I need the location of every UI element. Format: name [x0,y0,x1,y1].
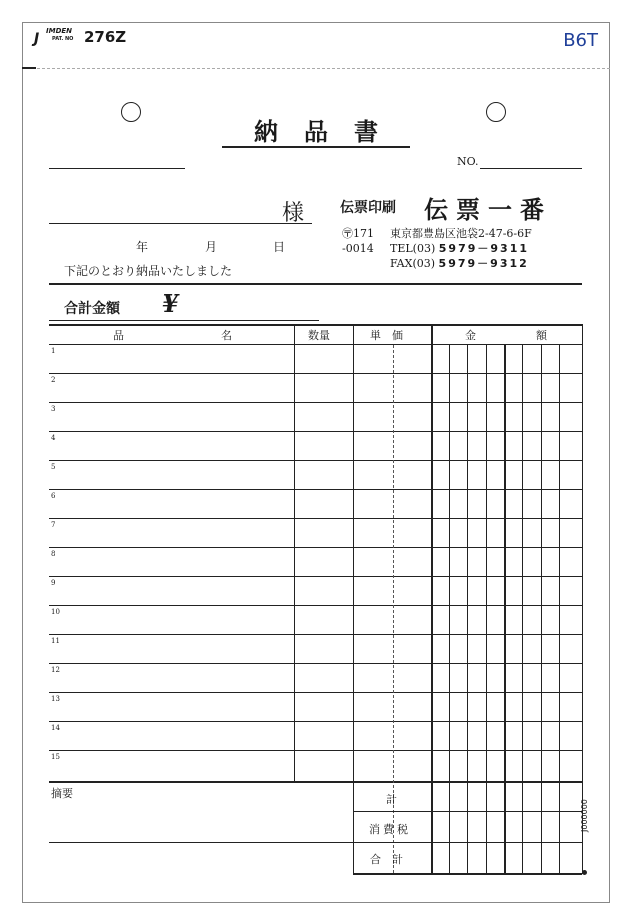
currency-mark: ¥ [162,289,179,318]
brand-logo [34,27,127,47]
row-line [49,489,582,490]
header-unit-price: 単 価 [370,329,403,342]
amount-digit-line [522,345,523,874]
number-field-line [480,168,582,169]
amount-digit-line [449,345,450,874]
row-line [49,518,582,519]
product-number: 276Z [84,28,127,46]
row-number: 7 [51,521,56,529]
date-year-label: 年 [136,240,149,254]
honorific: 様 [282,201,305,226]
postal-mark: 〶171 [342,227,374,240]
binder-hole-left [121,102,141,122]
issuer-fax [390,257,529,271]
tax-label: 消費税 [369,823,411,836]
row-number: 10 [51,608,60,616]
binder-hole-right [486,102,506,122]
row-number: 1 [51,347,56,355]
row-number: 8 [51,550,56,558]
row-line [49,750,582,751]
row-number: 6 [51,492,56,500]
row-number: 4 [51,434,56,442]
amount-digit-line-thousands [504,345,506,874]
brand-logo-letter: J [34,31,40,47]
header-name: 名 [221,329,232,342]
column-line-amount [431,324,433,874]
row-line [49,721,582,722]
form-code: J000000 [580,799,589,832]
memo-bottom-line [49,842,582,843]
date-month-label: 月 [205,240,218,254]
title-underline [222,146,410,148]
fax-number: 5979－9312 [438,257,529,270]
issuer-postal-suffix: -0014 [342,242,374,255]
subtotal-label: 計 [386,793,397,806]
row-line [49,634,582,635]
header-divider [49,283,582,285]
date-day-label: 日 [273,240,286,254]
issuer-address: 東京都豊島区池袋2-47-6-6F [390,227,532,240]
column-line-unit-price [353,324,354,874]
row-line [49,547,582,548]
table-right-border [582,324,583,874]
table-top-border [49,324,582,326]
perforation-line [22,68,610,69]
number-label: NO. [457,155,479,168]
amount-digit-line [486,345,487,874]
row-number: 14 [51,724,60,732]
summary-row-line [353,811,582,812]
memo-label: 摘要 [51,787,73,800]
amount-digit-line [559,345,560,874]
row-number: 5 [51,463,56,471]
row-line [49,373,582,374]
issuer-name: 伝票一番 [424,196,552,224]
row-line [49,460,582,461]
size-code: B6T [563,30,598,51]
issuer-tel [390,242,529,256]
issuer-label: 伝票印刷 [340,200,396,216]
recipient-name-line [49,223,312,224]
form-code-dot [582,870,587,875]
row-number: 12 [51,666,60,674]
row-number: 3 [51,405,56,413]
patent-label: PAT. NO [52,36,74,42]
issuer-postal-code [342,227,374,241]
total-amount-line [49,320,319,321]
header-quantity: 数量 [308,329,330,342]
summary-bottom-line [353,873,582,875]
tel-area: (03) [412,242,436,255]
row-number: 11 [51,637,60,645]
amount-digit-line [467,345,468,874]
row-number: 9 [51,579,56,587]
recipient-code-line [49,168,185,169]
total-amount-label: 合計金額 [64,301,120,317]
table-header-bottom [49,344,582,345]
row-number: 13 [51,695,60,703]
delivery-message: 下記のとおり納品いたしました [64,264,233,278]
tel-number: 5979－9311 [438,242,529,255]
row-line [49,576,582,577]
fax-label: FAX [390,257,413,270]
grand-total-label: 合 計 [370,853,403,866]
header-amount-2: 額 [536,329,547,342]
column-line-quantity [294,324,295,781]
perforation-mark [22,67,36,69]
tel-label: TEL [390,242,413,255]
row-number: 15 [51,753,60,761]
row-line [49,663,582,664]
header-item: 品 [113,329,124,342]
row-line [49,692,582,693]
header-amount-1: 金 [465,329,476,342]
fax-area: (03) [412,257,436,270]
row-number: 2 [51,376,56,384]
brand-name: IMDEN [46,27,73,35]
amount-digit-line [541,345,542,874]
document-title: 納品書 [254,118,404,146]
row-line [49,605,582,606]
table-body-bottom [49,781,582,783]
row-line [49,402,582,403]
row-line [49,431,582,432]
